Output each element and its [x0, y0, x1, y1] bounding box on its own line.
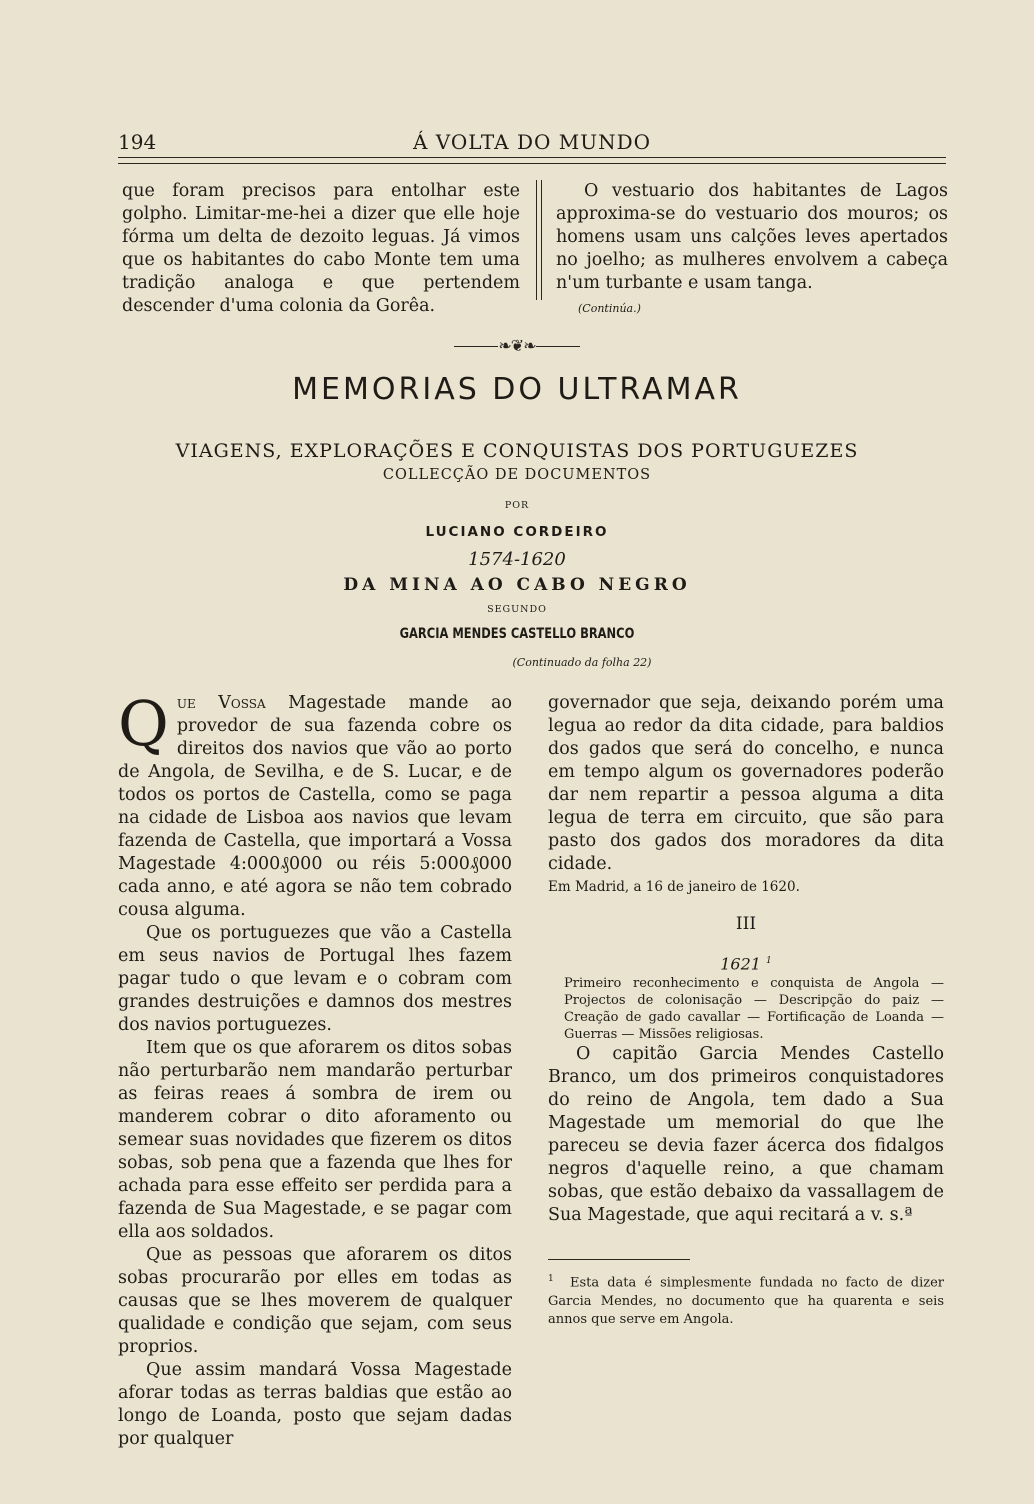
continuado-note: (Continuado da folha 22) — [512, 656, 652, 669]
footnote — [548, 1270, 944, 1328]
body-paragraph: Que assim mandará Vossa Magestade aforar todas as terras baldias que estão ao longo de Loanda, posto que sejam dadas por qualquer — [118, 1360, 512, 1449]
top-left-column — [122, 180, 520, 318]
body-paragraph: Que as pessoas que aforarem os ditos sobas procurarão por elles em todas as causas que se lhes moverem de qualquer qualidade e condição que sejam, com seus proprios. — [118, 1245, 512, 1357]
body-left-column — [118, 687, 513, 1451]
footnote-ref: 1 — [766, 956, 772, 966]
section-title: DA MINA AO CABO NEGRO — [343, 575, 691, 595]
section-summary: Primeiro reconhecimento e conquista de Angola — Projectos de colonisação — Descripção do paiz — Creação de gado cavallar — Fortificação de Loanda — Guerras — Missões religiosas. — [564, 976, 944, 1043]
running-title: Á VOLTA DO MUNDO — [412, 130, 652, 154]
body-paragraph: Item que os que aforarem os ditos sobas não perturbarão nem mandarão perturbar as feiras reaes á sombra de irem ou manderem cobrar o dito aforamento ou semear suas novidades que fizerem os ditos sobas, sob pena que a fazenda que lhes for achada para esse effeito ser perdida para a fazenda de Sua Magestade, e se pagar com ella aos soldados. — [118, 1038, 512, 1242]
continua-note: (Continúa.) — [578, 302, 641, 315]
collection-label: COLLECÇÃO DE DOCUMENTOS — [382, 467, 652, 483]
footnote-rule — [548, 1259, 690, 1260]
opening-words: ue Vossa — [176, 693, 266, 713]
body-paragraph: O capitão Garcia Mendes Castello Branco, um dos primeiros conquistadores do reino de Angola, tem dado a Sua Magestade um memorial do que lhe pareceu se devia fazer ácerca dos fidalgos negros d'aquelle reino, a que chamam sobas, que estão debaixo da vassallagem de Sua Magestade, que aqui recitará a v. s.ª — [548, 1044, 944, 1226]
opening-text: Magestade mande ao provedor de sua fazenda cobre os direitos dos navios que vão ao porto de Angola, de Sevilha, e de S. Lucar, e de todos os portos de Castella, como se paga na cidade de Lisboa aos navios que levam fazenda de Castella, que importará a Vossa Magestade 4:000₰000 ou réis 5:000₰000 cada anno, e até agora se não tem cobrado cousa alguma. — [118, 693, 513, 920]
ornament-divider: ❧❦❧ — [0, 336, 1034, 355]
header-rule — [118, 157, 946, 164]
drop-cap: Q — [118, 687, 169, 760]
section-number: III — [735, 914, 757, 934]
body-paragraph — [118, 687, 513, 922]
article-years: 1574-1620 — [468, 549, 566, 570]
source-name: GARCIA MENDES CASTELLO BRANCO — [399, 626, 635, 642]
body-right-column — [548, 692, 944, 1329]
section-year: 1621 $^1$ — [720, 954, 772, 974]
article-title: MEMORIAS DO ULTRAMAR — [292, 372, 742, 407]
dateline: Em Madrid, a 16 de janeiro de 1620. — [548, 879, 800, 895]
article-subtitle: VIAGENS, EXPLORAÇÕES E CONQUISTAS DOS PORTUGUEZES — [175, 440, 859, 462]
column-divider — [536, 180, 542, 300]
running-head — [118, 130, 946, 156]
por-label: POR — [504, 500, 530, 511]
body-paragraph: Que os portuguezes que vão a Castella em seus navios de Portugal lhes fazem pagar tudo o que levam e o cobram com grandes destruições e damnos dos mestres dos navios portuguezes. — [118, 923, 512, 1035]
footnote-mark: 1 — [548, 1274, 554, 1285]
page-number: 194 — [118, 130, 157, 154]
top-right-paragraph: O vestuario dos habitantes de Lagos approxima-se do vestuario dos mouros; os homens usam uns calções leves apertados no joelho; as mulheres envolvem a cabeça n'um turbante e usam tanga. — [556, 181, 948, 293]
top-left-paragraph: que foram precisos para entolhar este golpho. Limitar-me-hei a dizer que elle hoje fórma um delta de dezoito leguas. Já vimos que os habitantes do cabo Monte tem uma tradição analoga e que pertendem descender d'uma colonia da Gorêa. — [122, 181, 520, 316]
top-right-column — [556, 180, 948, 320]
segundo-label: SEGUNDO — [487, 604, 547, 615]
body-paragraph: governador que seja, deixando porém uma legua ao redor da dita cidade, para baldios dos gados que será do concelho, e nunca em tempo algum os governadores poderão dar nem repartir a pessoa alguma a dita legua de terra em circuito, que são para pasto dos gados dos moradores da dita cidade. — [548, 693, 944, 874]
author-name: LUCIANO CORDEIRO — [425, 524, 609, 540]
footnote-text: Esta data é simplesmente fundada no facto de dizer Garcia Mendes, no documento que ha quarenta e seis annos que serve em Angola. — [548, 1275, 945, 1327]
